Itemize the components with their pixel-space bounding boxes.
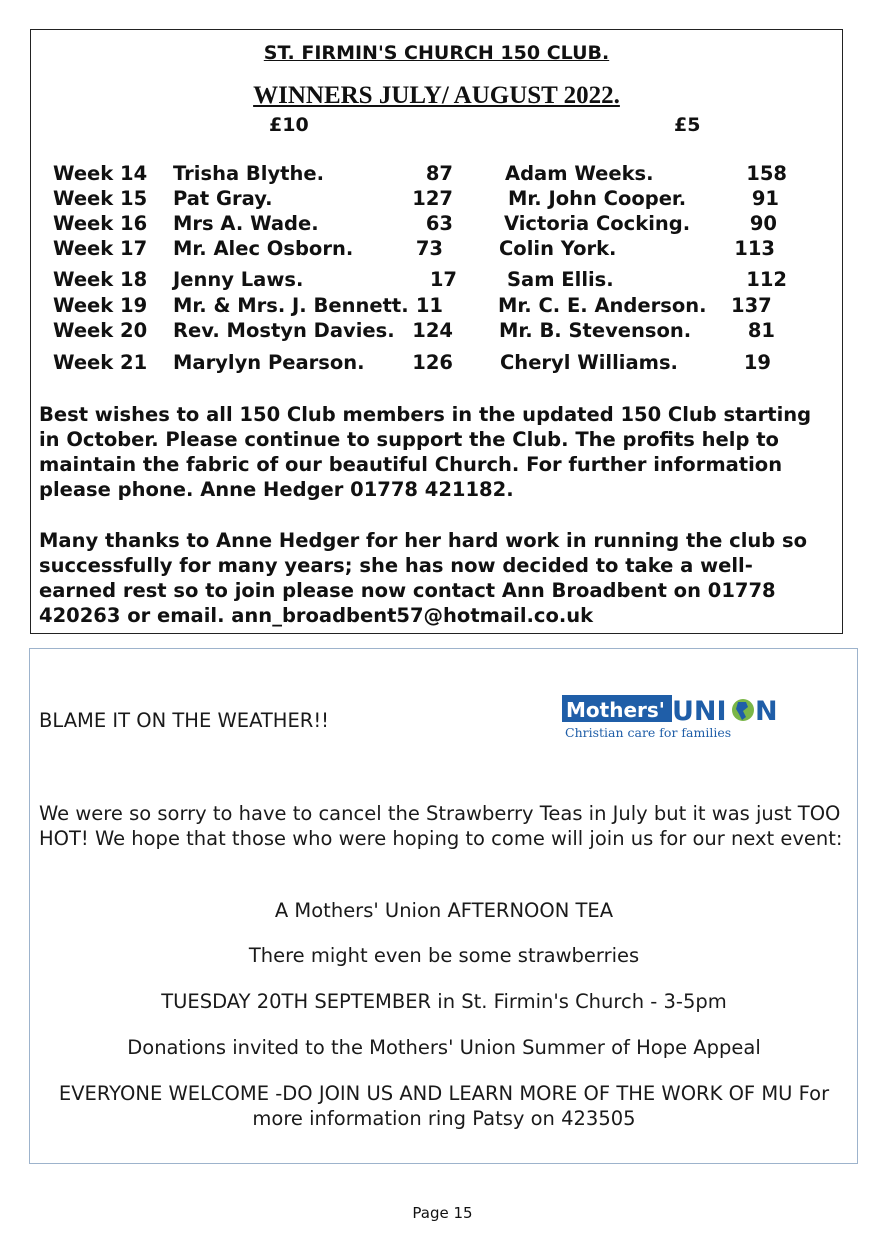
winner-low-name: Victoria Cocking. bbox=[504, 212, 691, 235]
event-title: A Mothers' Union AFTERNOON TEA bbox=[274, 899, 614, 922]
winner-low-name: Sam Ellis. bbox=[507, 268, 614, 291]
winner-low-number: 113 bbox=[734, 237, 775, 260]
winner-row bbox=[31, 162, 842, 187]
winner-row bbox=[31, 319, 842, 344]
winner-low-number: 19 bbox=[743, 351, 771, 374]
winner-low-number: 90 bbox=[749, 212, 777, 235]
week-label: Week 19 bbox=[53, 294, 148, 317]
club-winners-box bbox=[30, 29, 843, 634]
winner-low-name: Cheryl Williams. bbox=[500, 351, 678, 374]
winner-high-name: Jenny Laws. bbox=[173, 268, 304, 291]
winner-low-name: Mr. C. E. Anderson. bbox=[498, 294, 707, 317]
week-label: Week 18 bbox=[53, 268, 148, 291]
event-date-location: TUESDAY 20TH SEPTEMBER in St. Firmin's Church - 3-5pm bbox=[161, 990, 727, 1013]
winners-subtitle: WINNERS JULY/ AUGUST 2022. bbox=[253, 82, 620, 109]
club-title: ST. FIRMIN'S CHURCH 150 CLUB. bbox=[263, 42, 610, 64]
winner-low-number: 158 bbox=[746, 162, 787, 185]
winner-low-name: Mr. John Cooper. bbox=[508, 187, 687, 210]
winner-high-name: Rev. Mostyn Davies. bbox=[173, 319, 395, 342]
winner-low-number: 91 bbox=[751, 187, 779, 210]
logo-tagline: Christian care for families bbox=[565, 725, 732, 740]
winner-row bbox=[31, 294, 842, 319]
winner-high-name: Mr. Alec Osborn. bbox=[173, 237, 354, 260]
club-best-wishes-paragraph: Best wishes to all 150 Club members in the updated 150 Club starting in October. Please continue to support the Club. The profits help to maintain the fabric of our beautiful Church. For further information please phone. Anne Hedger 01778 421182. bbox=[39, 403, 812, 501]
prize-low-header: £5 bbox=[674, 114, 701, 136]
winner-high-number: 87 bbox=[425, 162, 453, 185]
event-strawberries: There might even be some strawberries bbox=[248, 944, 640, 967]
winner-high-name: Mr. & Mrs. J. Bennett. bbox=[173, 294, 409, 317]
winner-row bbox=[31, 237, 842, 262]
winner-low-number: 81 bbox=[747, 319, 775, 342]
week-label: Week 16 bbox=[53, 212, 148, 235]
winner-high-name: Marylyn Pearson. bbox=[173, 351, 365, 374]
week-label: Week 14 bbox=[53, 162, 148, 185]
mothers-union-box bbox=[29, 648, 858, 1164]
winner-row bbox=[31, 351, 842, 376]
mu-intro-paragraph: We were so sorry to have to cancel the Strawberry Teas in July but it was just TOO HOT! We hope that those who were hoping to come will join us for our next event: bbox=[39, 802, 843, 850]
winner-high-number: 127 bbox=[412, 187, 453, 210]
mothers-union-logo bbox=[562, 693, 788, 745]
winner-high-name: Pat Gray. bbox=[173, 187, 273, 210]
event-welcome-contact: EVERYONE WELCOME -DO JOIN US AND LEARN MORE OF THE WORK OF MU For more information ring Patsy on 423505 bbox=[58, 1082, 830, 1130]
winner-high-number: 63 bbox=[425, 212, 453, 235]
mu-heading: BLAME IT ON THE WEATHER!! bbox=[39, 709, 329, 732]
winner-row bbox=[31, 187, 842, 212]
winner-row bbox=[31, 212, 842, 237]
winner-low-number: 112 bbox=[746, 268, 787, 291]
week-label: Week 20 bbox=[53, 319, 148, 342]
logo-word1: Mothers' bbox=[566, 698, 665, 722]
winner-row bbox=[31, 268, 842, 293]
logo-word2-end: N bbox=[755, 696, 778, 727]
club-thanks-paragraph: Many thanks to Anne Hedger for her hard work in running the club so successfully for many years; she has now decided to take a well- earned rest so to join please now contact Ann Broadbent on 01778 420263 or email. ann_broadbent57@hotmail.co.uk bbox=[39, 529, 808, 627]
winner-high-number: 126 bbox=[412, 351, 453, 374]
page-number: Page 15 bbox=[412, 1204, 473, 1222]
winner-high-number: 11 bbox=[415, 294, 443, 317]
winner-high-number: 17 bbox=[429, 268, 457, 291]
winner-high-number: 73 bbox=[415, 237, 443, 260]
event-donations: Donations invited to the Mothers' Union Summer of Hope Appeal bbox=[127, 1036, 761, 1059]
logo-word2: UNI bbox=[672, 696, 727, 727]
winner-low-name: Mr. B. Stevenson. bbox=[499, 319, 692, 342]
prize-high-header: £10 bbox=[269, 114, 309, 136]
week-label: Week 15 bbox=[53, 187, 148, 210]
winner-high-name: Mrs A. Wade. bbox=[173, 212, 319, 235]
winner-high-name: Trisha Blythe. bbox=[173, 162, 324, 185]
week-label: Week 21 bbox=[53, 351, 148, 374]
winner-low-name: Adam Weeks. bbox=[505, 162, 654, 185]
winner-low-name: Colin York. bbox=[499, 237, 617, 260]
winner-low-number: 137 bbox=[731, 294, 772, 317]
week-label: Week 17 bbox=[53, 237, 148, 260]
winner-high-number: 124 bbox=[412, 319, 453, 342]
